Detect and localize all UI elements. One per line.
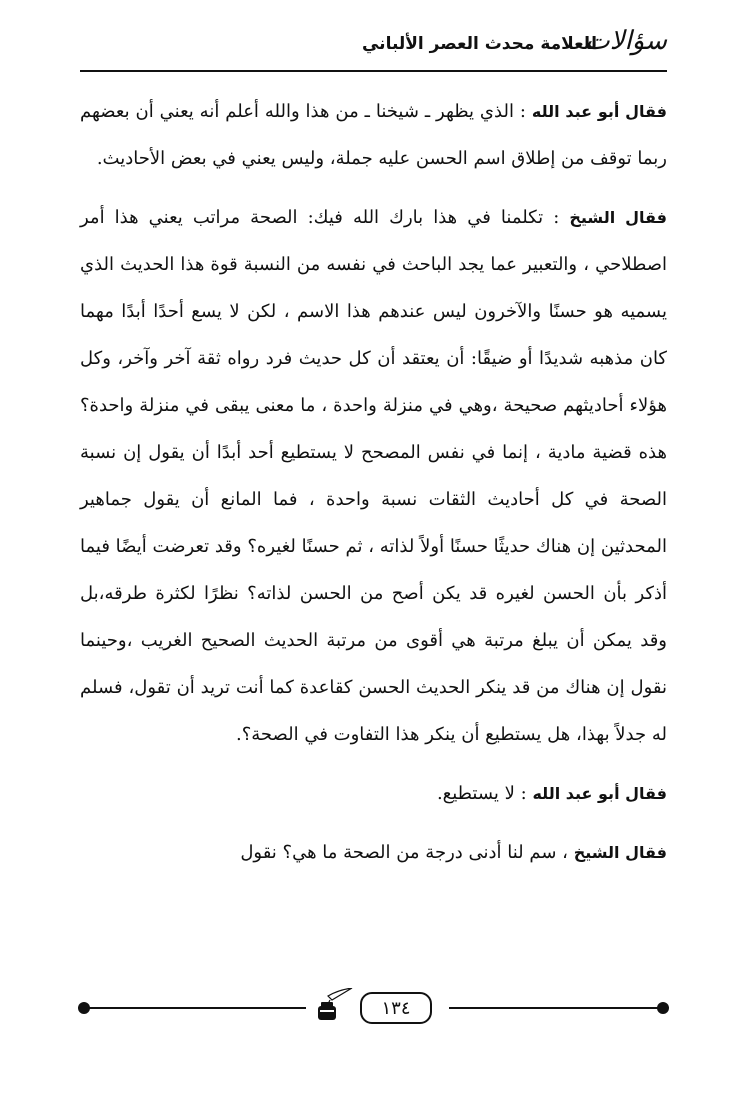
footer-rule-left [84, 1007, 306, 1009]
paragraph-text: : لا يستطيع. [436, 783, 527, 804]
page-footer [78, 988, 669, 1028]
speaker-label: فقال أبو عبد الله [531, 102, 667, 121]
paragraph-text: ، سم لنا أدنى درجة من الصحة ما هي؟ نقول [240, 842, 568, 863]
paragraph-4 [80, 829, 667, 876]
inkwell-quill-icon [306, 988, 354, 1024]
series-subtitle: للعلامة محدث العصر الألباني [361, 34, 597, 54]
paragraph-text: : الذي يظهر ـ شيخنا ـ من هذا والله أعلم أنه يعني أن بعضهم ربما توقف من إطلاق اسم الحسن عليه جملة، وليس يعني في بعض الأحاديث. [80, 101, 667, 169]
speaker-label: فقال الشيخ [569, 208, 667, 227]
page-number: ١٣٤ [360, 992, 432, 1024]
paragraph-text: : تكلمنا في هذا بارك الله فيك: الصحة مراتب يعني هذا أمر اصطلاحي ، والتعبير عما يجد الباحث في نفسه من النسبة قوة هذا الحديث الذي يسميه هو حسنًا والآخرون ليس عندهم هذا الاسم ، لكن لا يسع أحدًا أبدًا مهما كان مذهبه شديدًا أو ضيقًا: أن يعتقد أن كل حديث فرد رواه ثقة آخر وآخر، وكل هؤلاء أحاديثهم صحيحة ،وهي في منزلة واحدة ، ما معنى يبقى في منزلة واحدة؟ هذه قضية مادية ، إنما في نفس المصحح لا يستطيع أحد أبدًا أن يقول إن نسبة الصحة في كل أحاديث الثقات نسبة واحدة ، فما المانع أن يقول جماهير المحدثين إن هناك حديثًا حسنًا أولاً لذاته ، ثم حسنًا لغيره؟ وقد تعرضت أيضًا فيما أذكر بأن الحسن لغيره قد يكن أصح من الحسن لذاته؟ نظرًا لكثرة طرقه،بل وقد يمكن أن يبلغ مرتبة هي أقوى من مرتبة الحديث الصحيح الغريب ،وحينما نقول إن هناك من قد ينكر الحديث الحسن كقاعدة كما أنت تريد أن تقول، فسلم له جدلاً بهذا، هل يستطيع أن ينكر هذا التفاوت في الصحة؟. [80, 207, 667, 745]
footer-dot-right [657, 1002, 669, 1014]
paragraph-1 [80, 88, 667, 182]
header-rule [80, 70, 667, 72]
body-text [80, 88, 667, 876]
footer-rule-right [449, 1007, 663, 1009]
speaker-label: فقال الشيخ [573, 843, 667, 862]
speaker-label: فقال أبو عبد الله [532, 784, 667, 803]
running-header [80, 20, 667, 72]
series-logo: سؤالات [585, 26, 667, 56]
paragraph-2 [80, 194, 667, 758]
paragraph-3 [80, 770, 667, 817]
